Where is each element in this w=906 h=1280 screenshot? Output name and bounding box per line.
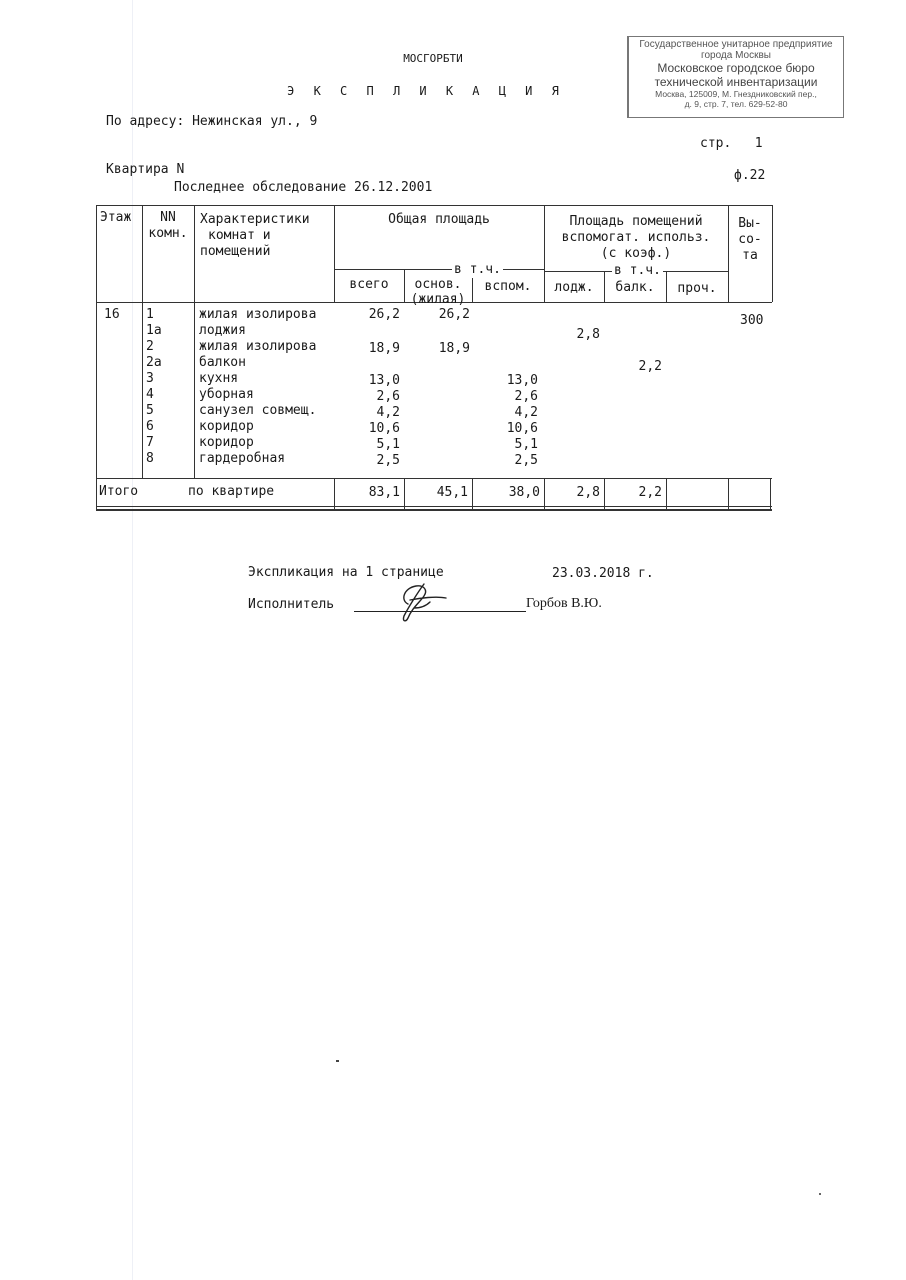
nn-cell: 6: [146, 419, 154, 434]
scan-speck: [336, 1060, 339, 1062]
pages-note: Экспликация на 1 странице: [248, 565, 444, 580]
header-aux-area: (с коэф.): [600, 246, 672, 261]
totals-main: 45,1: [436, 485, 468, 500]
stamp-line: технической инвентаризации: [654, 75, 818, 89]
col-line: [142, 302, 143, 478]
header-balcony: балк.: [615, 280, 655, 295]
name-cell: гардеробная: [199, 451, 286, 466]
name-cell: жилая изолирова: [199, 307, 317, 322]
name-cell: санузел совмещ.: [199, 403, 317, 418]
total-bottom-double-line: [96, 509, 772, 511]
floor-cell: 16: [104, 307, 120, 322]
name-cell: лоджия: [199, 323, 246, 338]
issue-date: 23.03.2018 г.: [552, 566, 654, 581]
totals-label: по квартире: [188, 484, 275, 499]
header-loggia: лодж.: [554, 280, 594, 295]
total-cell: 13,0: [368, 373, 400, 388]
totals-aux: 38,0: [508, 485, 540, 500]
name-cell: коридор: [199, 419, 254, 434]
total-bottom-line: [96, 506, 772, 507]
header-floor: Этаж: [100, 210, 132, 225]
header-aux-area: Площадь помещений: [569, 214, 703, 229]
name-cell: кухня: [199, 371, 239, 386]
organization-stamp: [627, 36, 844, 118]
col-line: [194, 205, 195, 302]
aux-cell: 13,0: [506, 373, 538, 388]
executor-name: Горбов В.Ю.: [526, 596, 602, 611]
scan-artifact-line: [132, 0, 133, 1280]
totals-label: Итого: [99, 484, 139, 499]
scan-speck: [819, 1193, 821, 1195]
main-cell: 18,9: [438, 341, 470, 356]
name-cell: жилая изолирова: [199, 339, 317, 354]
main-cell: 26,2: [438, 307, 470, 322]
organization-name: МОСГОРБТИ: [403, 52, 463, 65]
name-cell: коридор: [199, 435, 254, 450]
handwritten-signature: [390, 578, 450, 624]
header-main: (жилая): [410, 292, 466, 307]
nn-cell: 3: [146, 371, 154, 386]
header-nn: NN: [160, 210, 176, 225]
header-including: в т.ч.: [454, 262, 501, 277]
totals-balcony: 2,2: [638, 485, 662, 500]
header-height: Вы-: [738, 216, 762, 231]
executor-label: Исполнитель: [248, 597, 335, 612]
table-border-top: [96, 205, 772, 206]
stamp-line: города Москвы: [701, 50, 771, 61]
totals-total: 83,1: [368, 485, 400, 500]
subheader-line: [334, 269, 544, 270]
total-cell: 5,1: [376, 437, 400, 452]
nn-cell: 1а: [146, 323, 162, 338]
apartment-label: Квартира N: [106, 162, 185, 177]
nn-cell: 7: [146, 435, 154, 450]
balcony-cell: 2,2: [638, 359, 662, 374]
col-line: [96, 205, 97, 302]
total-cell: 4,2: [376, 405, 400, 420]
col-line: [770, 478, 771, 511]
nn-cell: 2а: [146, 355, 162, 370]
aux-cell: 10,6: [506, 421, 538, 436]
nn-cell: 2: [146, 339, 154, 354]
total-cell: 2,6: [376, 389, 400, 404]
address: По адресу: Нежинская ул., 9: [106, 114, 318, 129]
header-aux: вспом.: [484, 279, 532, 294]
header-characteristics: комнат и: [208, 228, 271, 243]
aux-cell: 2,5: [514, 453, 538, 468]
stamp-line: д. 9, стр. 7, тел. 629-52-80: [684, 99, 788, 109]
total-top-line: [96, 478, 772, 479]
total-cell: 18,9: [368, 341, 400, 356]
header-characteristics: помещений: [200, 244, 271, 259]
survey-date: Последнее обследование 26.12.2001: [174, 180, 433, 195]
stamp-line: Московское городское бюро: [657, 61, 815, 75]
aux-cell: 4,2: [514, 405, 538, 420]
total-cell: 26,2: [368, 307, 400, 322]
header-main: основ.: [414, 277, 462, 292]
nn-cell: 4: [146, 387, 154, 402]
col-line: [666, 478, 667, 511]
header-total-area: Общая площадь: [388, 212, 490, 227]
document-title: Э К С П Л И К А Ц И Я: [287, 84, 565, 98]
name-cell: уборная: [199, 387, 254, 402]
nn-cell: 1: [146, 307, 154, 322]
loggia-cell: 2,8: [576, 327, 600, 342]
col-line: [772, 205, 773, 302]
form-number: ф.22: [734, 168, 766, 183]
header-including: в т.ч.: [614, 263, 661, 278]
total-cell: 2,5: [376, 453, 400, 468]
totals-loggia: 2,8: [576, 485, 600, 500]
total-cell: 10,6: [368, 421, 400, 436]
stamp-line: Москва, 125009, М. Гнездниковский пер.,: [655, 89, 817, 99]
col-line: [194, 302, 195, 478]
col-line: [96, 478, 97, 511]
stamp-line: Государственное унитарное предприятие: [639, 39, 833, 50]
height-cell: 300: [740, 313, 764, 328]
header-aux-area: вспомогат. использ.: [561, 230, 711, 245]
name-cell: балкон: [199, 355, 246, 370]
page-number: стр. 1: [700, 136, 763, 151]
header-other: проч.: [677, 281, 717, 296]
col-line: [96, 302, 97, 478]
header-nn: комн.: [148, 226, 188, 241]
nn-cell: 5: [146, 403, 154, 418]
header-height: та: [742, 248, 758, 263]
header-height: со-: [738, 232, 762, 247]
header-all: всего: [349, 277, 389, 292]
col-line: [728, 478, 729, 511]
aux-cell: 2,6: [514, 389, 538, 404]
aux-cell: 5,1: [514, 437, 538, 452]
nn-cell: 8: [146, 451, 154, 466]
header-characteristics: Характеристики: [200, 212, 310, 227]
